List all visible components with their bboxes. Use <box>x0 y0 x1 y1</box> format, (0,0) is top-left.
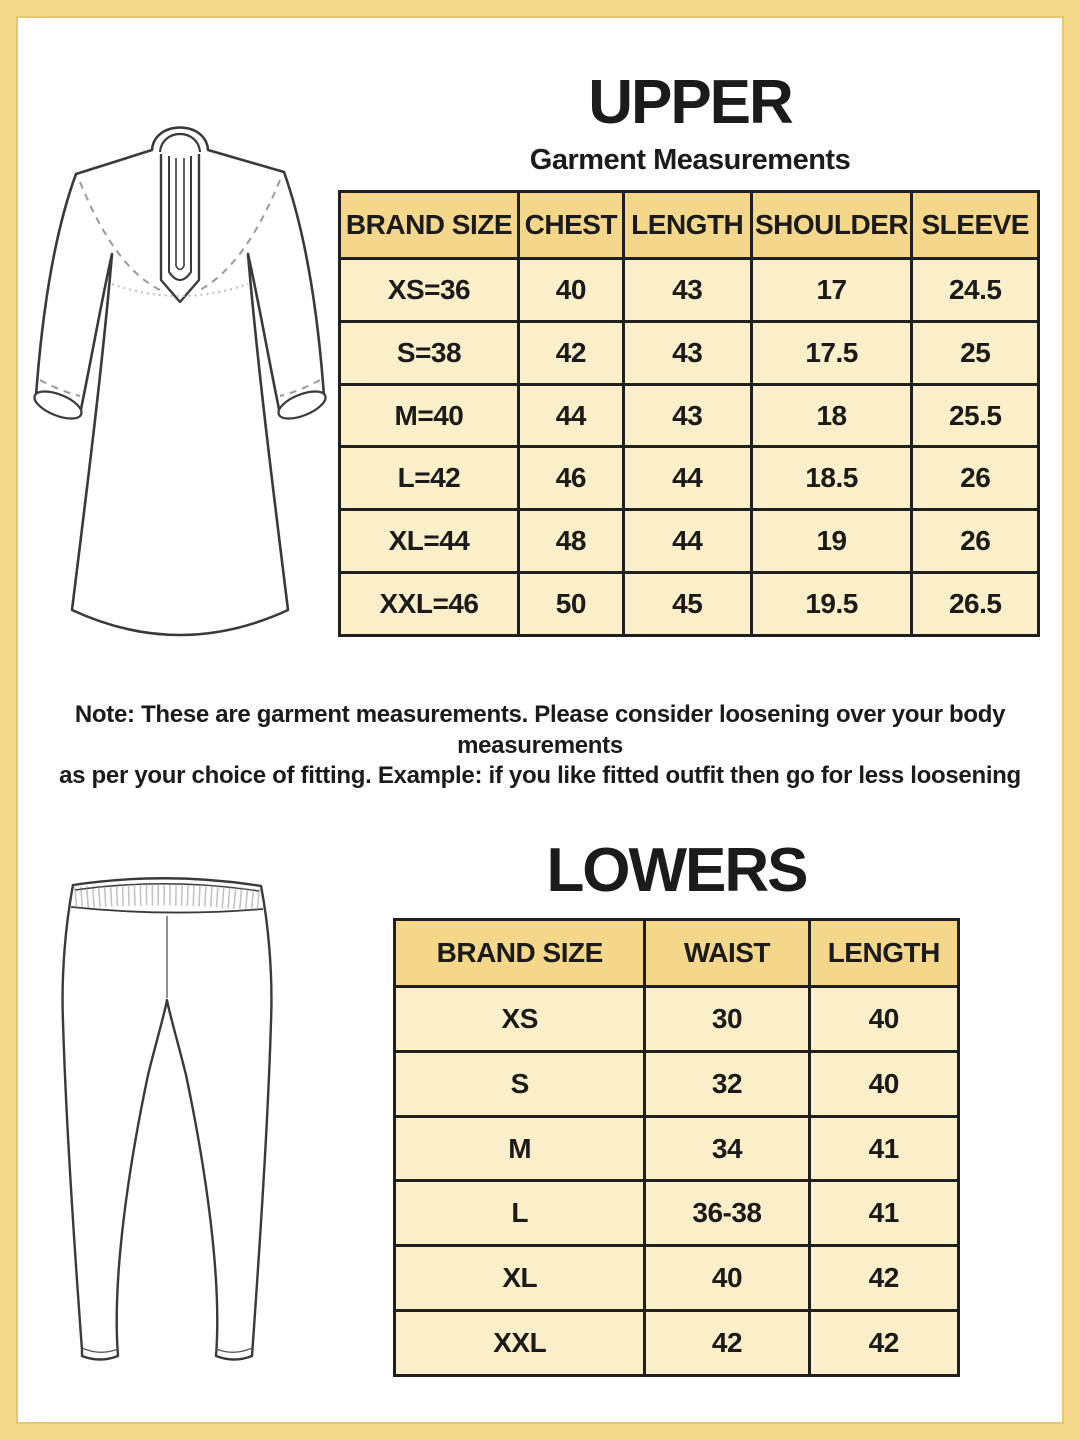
lowers-section-title: LOWERS <box>546 836 807 905</box>
column-header: BRAND SIZE <box>340 192 519 259</box>
table-cell: M=40 <box>340 384 519 447</box>
table-cell: 41 <box>809 1181 958 1246</box>
table-cell: 30 <box>645 987 809 1052</box>
table-cell: 17.5 <box>751 321 912 384</box>
table-cell: 44 <box>518 384 623 447</box>
table-cell: 42 <box>518 321 623 384</box>
header-row <box>340 192 1039 259</box>
table-row <box>340 573 1039 636</box>
table-cell: 40 <box>809 987 958 1052</box>
table-cell: 43 <box>623 259 751 322</box>
table-cell: L <box>395 1181 645 1246</box>
table-cell: 43 <box>623 321 751 384</box>
kurta-illustration <box>14 112 350 664</box>
table-cell: M <box>395 1116 645 1181</box>
note-line-1: Note: These are garment measurements. Please consider loosening over your body measurements <box>74 701 1006 759</box>
upper-size-table <box>338 190 1040 637</box>
table-row <box>340 259 1039 322</box>
table-cell: 26.5 <box>912 573 1039 636</box>
table-cell: 26 <box>912 510 1039 573</box>
table-cell: XXL=46 <box>340 573 519 636</box>
table-cell: XS=36 <box>340 259 519 322</box>
measurement-note <box>30 700 1050 792</box>
table-row <box>395 987 959 1052</box>
header-row <box>395 920 959 987</box>
table-row <box>340 510 1039 573</box>
table-cell: 18 <box>751 384 912 447</box>
table-cell: 40 <box>645 1246 809 1311</box>
upper-section-subtitle: Garment Measurements <box>529 144 851 176</box>
table-cell: 25 <box>912 321 1039 384</box>
table-cell: XS <box>395 987 645 1052</box>
table-cell: 45 <box>623 573 751 636</box>
table-cell: 19 <box>751 510 912 573</box>
table-cell: XL <box>395 1246 645 1311</box>
table-cell: 26 <box>912 447 1039 510</box>
table-cell: 18.5 <box>751 447 912 510</box>
table-cell: 36-38 <box>645 1181 809 1246</box>
table-cell: 42 <box>809 1311 958 1376</box>
table-cell: 43 <box>623 384 751 447</box>
table-cell: S=38 <box>340 321 519 384</box>
column-header: SLEEVE <box>912 192 1039 259</box>
table-cell: 46 <box>518 447 623 510</box>
table-cell: 42 <box>809 1246 958 1311</box>
column-header: WAIST <box>645 920 809 987</box>
table-cell: 42 <box>645 1311 809 1376</box>
table-row <box>340 321 1039 384</box>
table-cell: L=42 <box>340 447 519 510</box>
table-row <box>395 1181 959 1246</box>
table-cell: 32 <box>645 1051 809 1116</box>
table-cell: 44 <box>623 510 751 573</box>
table-cell: 40 <box>518 259 623 322</box>
table-row <box>340 447 1039 510</box>
table-cell: XL=44 <box>340 510 519 573</box>
column-header: BRAND SIZE <box>395 920 645 987</box>
table-row <box>395 1246 959 1311</box>
table-row <box>340 384 1039 447</box>
table-cell: 44 <box>623 447 751 510</box>
table-cell: 24.5 <box>912 259 1039 322</box>
table-cell: 48 <box>518 510 623 573</box>
column-header: LENGTH <box>809 920 958 987</box>
table-cell: 17 <box>751 259 912 322</box>
table-cell: 50 <box>518 573 623 636</box>
table-cell: 41 <box>809 1116 958 1181</box>
column-header: LENGTH <box>623 192 751 259</box>
leggings-illustration <box>30 860 360 1405</box>
table-cell: XXL <box>395 1311 645 1376</box>
table-cell: 19.5 <box>751 573 912 636</box>
lowers-size-table <box>393 918 960 1377</box>
column-header: CHEST <box>518 192 623 259</box>
table-cell: 34 <box>645 1116 809 1181</box>
table-row <box>395 1051 959 1116</box>
upper-section-title: UPPER <box>588 68 792 137</box>
note-line-2: as per your choice of fitting. Example: if you like fitted outfit then go for less loosening <box>59 762 1021 790</box>
table-cell: 25.5 <box>912 384 1039 447</box>
column-header: SHOULDER <box>751 192 912 259</box>
table-row <box>395 1116 959 1181</box>
table-cell: 40 <box>809 1051 958 1116</box>
table-row <box>395 1311 959 1376</box>
table-cell: S <box>395 1051 645 1116</box>
